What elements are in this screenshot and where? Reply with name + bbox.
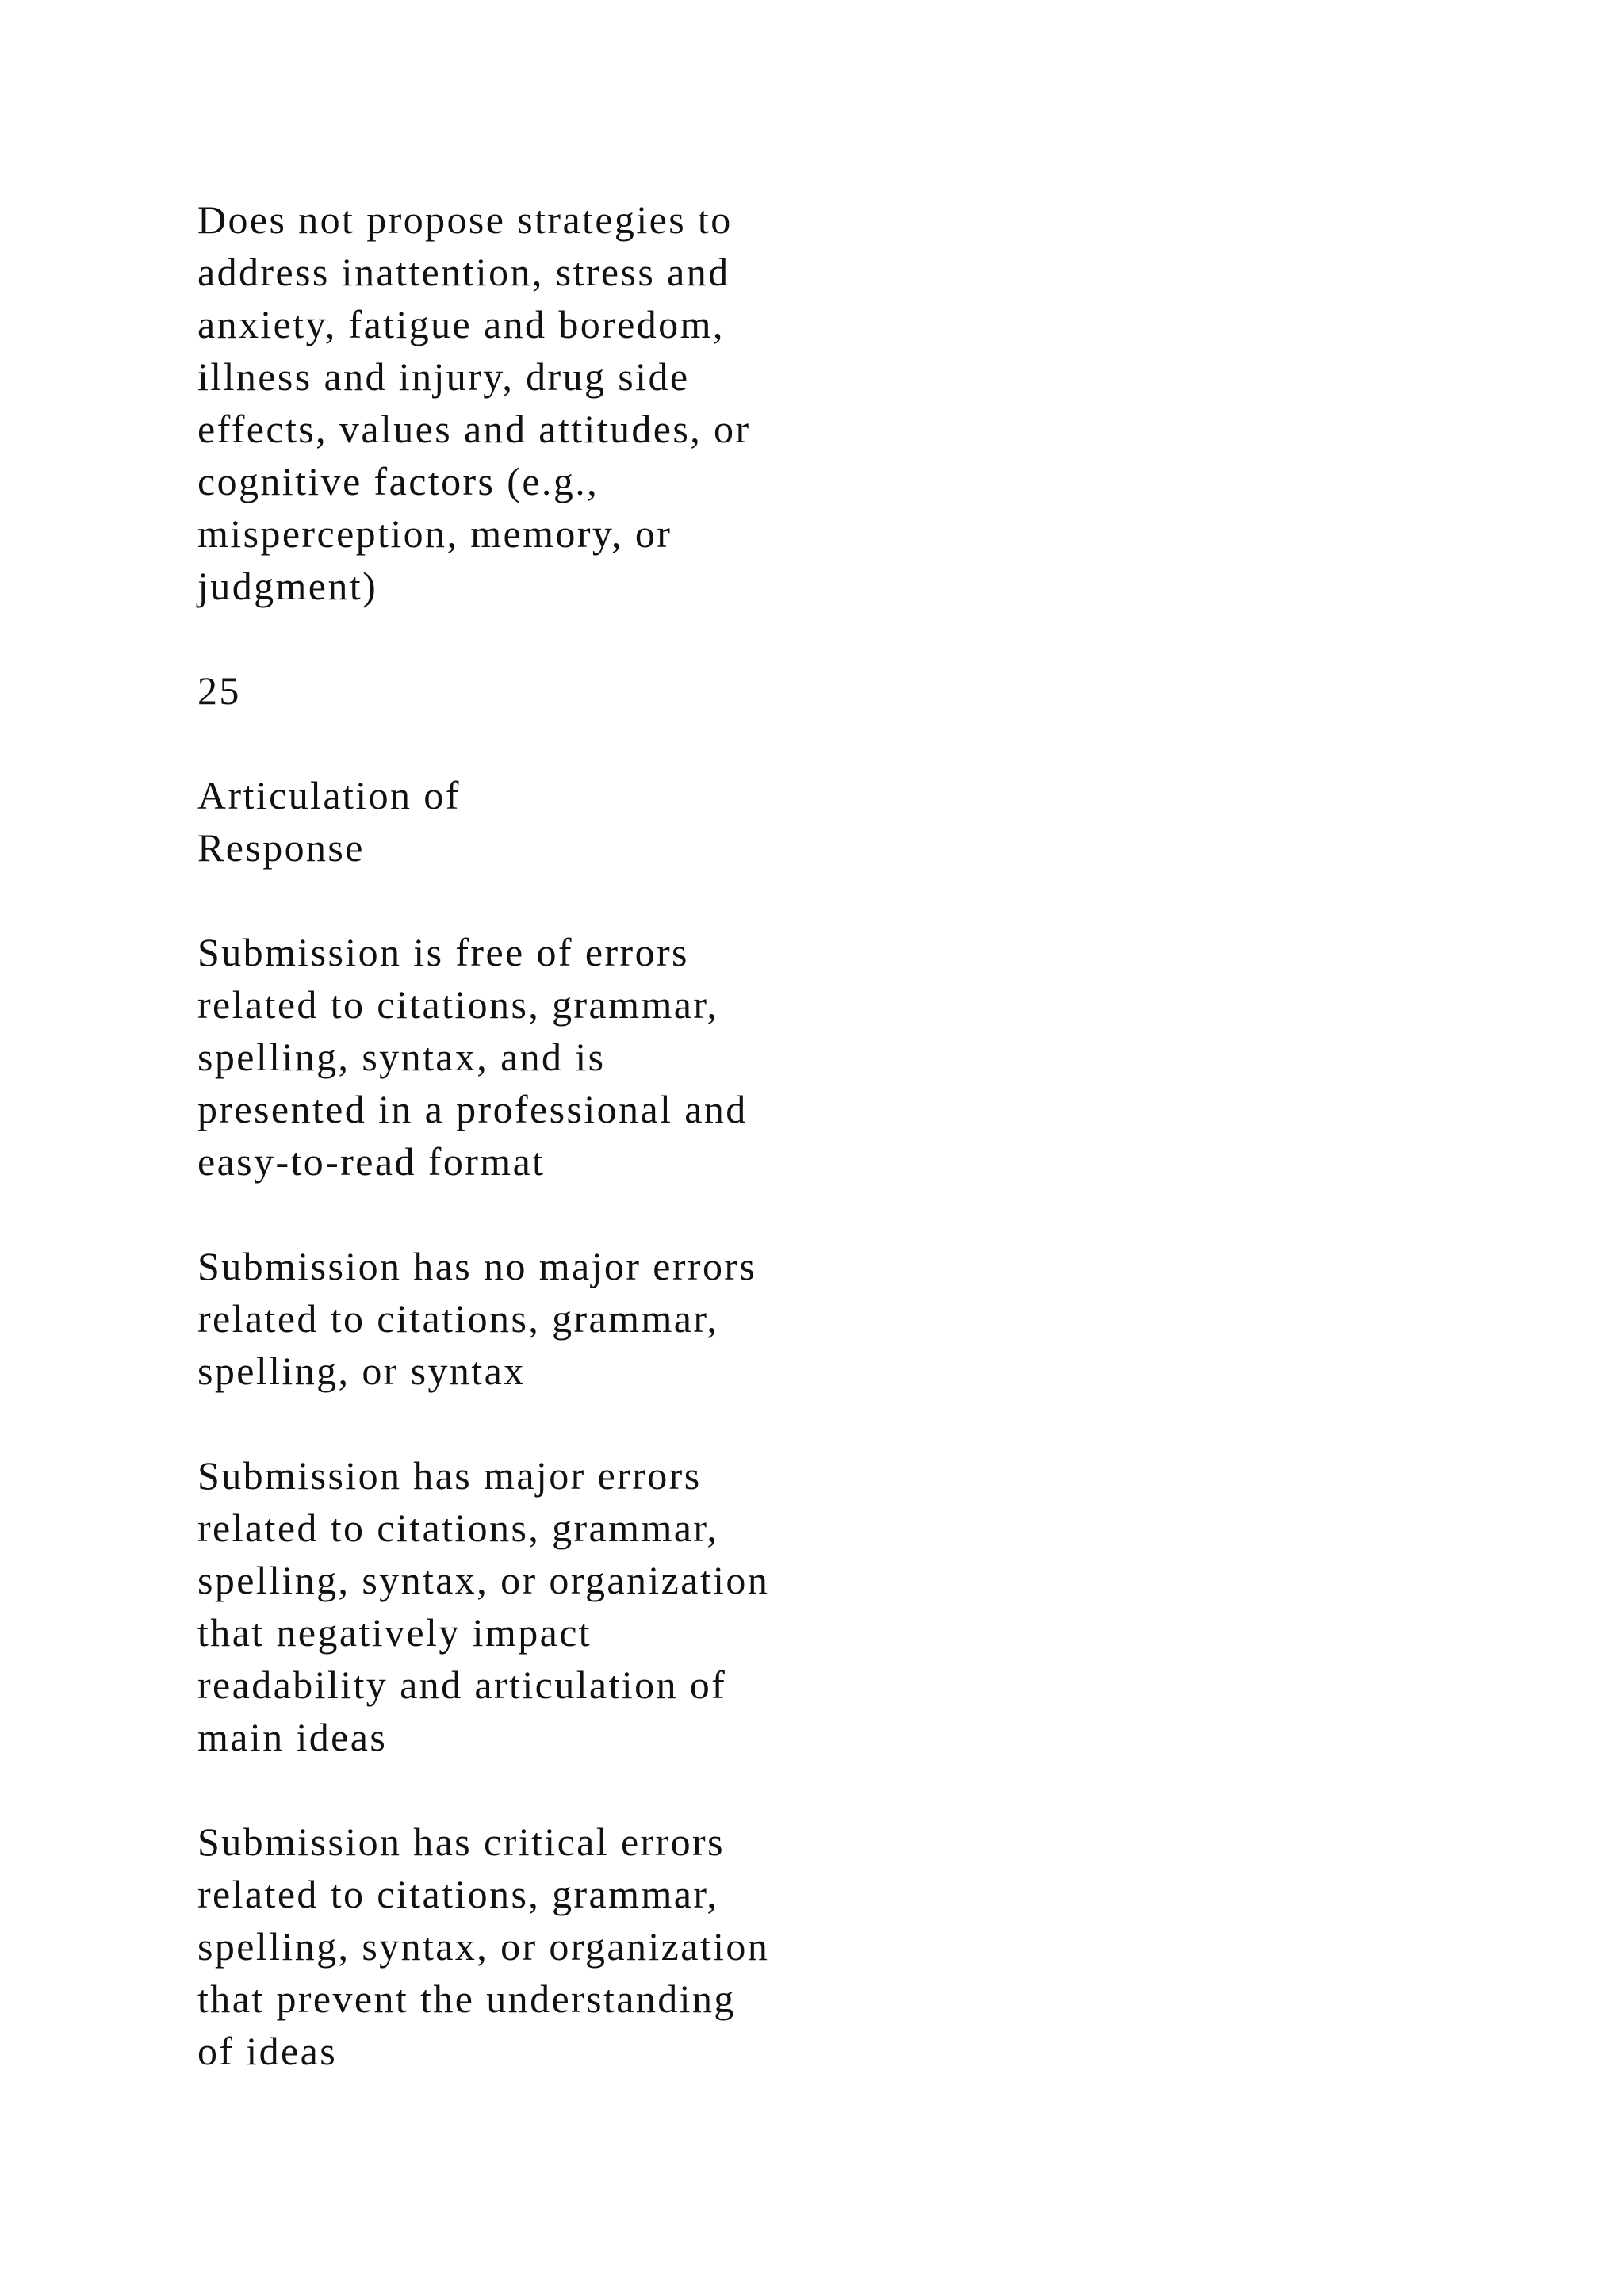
rubric-criterion-text: Does not propose strategies to address inattention, stress and anxiety, fatigue and boredom, illness and injury, drug side effects, values and attitudes, or cognitive factors (e.g., misperception, memory, or judgment)	[197, 197, 751, 608]
rubric-level-proficient: Submission has no major errors related to citations, grammar, spelling, or syntax	[197, 1244, 757, 1393]
points-value: 25	[197, 668, 241, 713]
rubric-level-needs-improvement: Submission has major errors related to citations, grammar, spelling, syntax, or organization that negatively impact readability and articulation of main ideas	[197, 1453, 770, 1759]
rubric-level-exemplary: Submission is free of errors related to citations, grammar, spelling, syntax, and is presented in a professional and easy-to-read format	[197, 930, 748, 1184]
criterion-heading: Articulation of Response	[197, 773, 461, 870]
rubric-level-not-evident: Submission has critical errors related to citations, grammar, spelling, syntax, or organization that prevent the understanding of ideas	[197, 1820, 770, 2073]
document-body	[197, 193, 990, 2130]
